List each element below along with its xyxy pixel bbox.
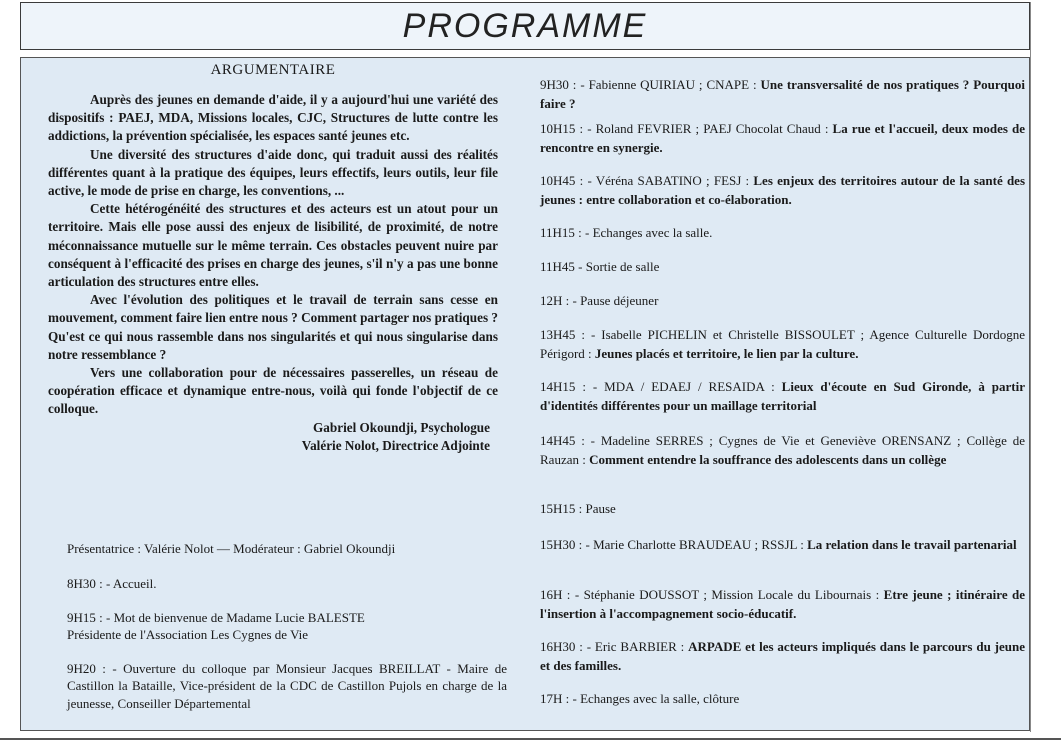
schedule-item-info: 14H15 : - MDA / EDAEJ / RESAIDA : [540,379,782,394]
schedule-item-info: 10H45 : - Véréna SABATINO ; FESJ : [540,173,754,188]
schedule-item-info: 16H30 : - Eric BARBIER : [540,639,689,654]
schedule-item [540,536,1025,555]
schedule-item-topic: Les enjeux des territoires autour de la santé des jeunes : entre collaboration et co-élaboration. [540,173,1026,207]
argumentaire-paragraph: Avec l'évolution des politiques et le travail de terrain sans cesse en mouvement, comment faire lien entre nous ? Comment partager nos pratiques ? Qu'est ce qui nous rassemble dans nos singularités et qui nous singularise dans notre ressemblance ? [48,292,498,362]
schedule-item-info: 10H15 : - Roland FEVRIER ; PAEJ Chocolat Chaud : [540,121,833,136]
schedule-item [540,378,1025,415]
schedule-item [540,500,1025,519]
schedule-item [540,690,1025,709]
schedule-item-info: 9H30 : - Fabienne QUIRIAU ; CNAPE : [540,77,761,92]
argumentaire-paragraph: Une diversité des structures d'aide donc, qui traduit aussi des réalités différentes quant à la pratique des équipes, leurs effectifs, leurs outils, leur file active, le mode de prise en charge, les conventions, ... [48,146,498,199]
schedule-item [540,432,1025,469]
argumentaire-paragraph: Auprès des jeunes en demande d'aide, il y a aujourd'hui une variété des dispositifs : PAEJ, MDA, Missions locales, CJC, Structures de lutte contre les addictions, la prévention spécialisée, les espaces santé jeunes etc. [48,92,498,144]
title-bar [20,2,1030,50]
schedule-item-info: 17H : - Echanges avec la salle, clôture [540,691,740,706]
schedule-item-topic: ARPADE et les acteurs impliqués dans le parcours du jeune et des familles. [540,639,1025,673]
page-title: PROGRAMME [402,6,648,45]
schedule-item-topic: Jeunes placés et territoire, le lien par la culture. [594,345,859,361]
presenter-line: Présentatrice : Valérie Nolot — Modérateur : Gabriel Okoundji [67,541,396,556]
schedule-item: 9H15 : - Mot de bienvenue de Madame Lucie BALESTE Présidente de l'Association Les Cygnes de Vie [67,609,365,642]
bottom-rule [0,738,1061,740]
argumentaire-heading: ARGUMENTAIRE [210,62,336,78]
schedule-item-info: 15H15 : Pause [540,501,616,516]
schedule-item-info: 15H30 : - Marie Charlotte BRAUDEAU ; RSSJL : [540,537,808,552]
schedule-item-topic: Comment entendre la souffrance des adolescents dans un collège [589,451,947,467]
argumentaire-paragraph: Cette hétérogénéité des structures et des acteurs est un atout pour un territoire. Mais elle pose aussi des enjeux de lisibilité, de proximité, de notre méconnaissance mutuelle sur le même terrain. Ces obstacles peuvent nuire par conséquent à l'efficacité des prises en charge des jeunes, s'il n'y a pas une bonne articulation des structures entre elles. [48,201,498,290]
left-schedule [67,575,507,712]
schedule-item-info: 12H : - Pause déjeuner [540,293,659,308]
argumentaire-column [48,62,498,456]
schedule-item [540,172,1025,209]
schedule-item [540,586,1025,623]
right-margin-strip [1030,2,1061,732]
schedule-item-topic: Une transversalité de nos pratiques ? Pourquoi faire ? [540,77,1025,111]
argumentaire-paragraph: Vers une collaboration pour de nécessaires passerelles, un réseau de coopération efficace et dynamique entre-nous, voilà qui fonde l'objectif de ce colloque. [48,365,498,417]
schedule-item-info: 14H45 : - Madeline SERRES ; Cygnes de Vie et Geneviève ORENSANZ ; Collège de Rauzan : [540,433,1025,467]
schedule-item [540,292,1025,311]
argumentaire-text [48,91,498,419]
schedule-item-topic: Lieux d'écoute en Sud Gironde, à partir d'identités différentes pour un maillage territorial [540,379,1025,413]
schedule-item: 9H20 : - Ouverture du colloque par Monsieur Jacques BREILLAT - Maire de Castillon la Bataille, Vice-président de la CDC de Castillon Pujols en charge de la jeunesse, Conseiller Départemental [67,660,507,711]
signature-okoundji: Gabriel Okoundji, Psychologue [313,419,490,435]
schedule-item [540,224,1025,243]
signature-nolot: Valérie Nolot, Directrice Adjointe [301,438,490,454]
schedule-item [540,76,1025,113]
schedule-item [540,120,1025,157]
schedule-item-topic: Etre jeune ; itinéraire de l'insertion à l'accompagnement socio-éducatif. [540,587,1026,621]
schedule-item-info: 13H45 : - Isabelle PICHELIN et Christelle BISSOULET ; Agence Culturelle Dordogne Périgord : [540,327,1025,361]
schedule-item-info: 11H45 - Sortie de salle [540,259,660,274]
schedule-item [540,326,1025,363]
schedule-item [540,638,1025,675]
schedule-item-info: 16H : - Stéphanie DOUSSOT ; Mission Locale du Libournais : [540,587,884,602]
schedule-item: 8H30 : - Accueil. [67,576,157,591]
schedule-item-info: 11H15 : - Echanges avec la salle. [540,225,713,240]
schedule-item-topic: La rue et l'accueil, deux modes de rencontre en synergie. [540,121,1025,155]
schedule-item [540,258,1025,277]
schedule-item-topic: La relation dans le travail partenarial [807,537,1017,552]
